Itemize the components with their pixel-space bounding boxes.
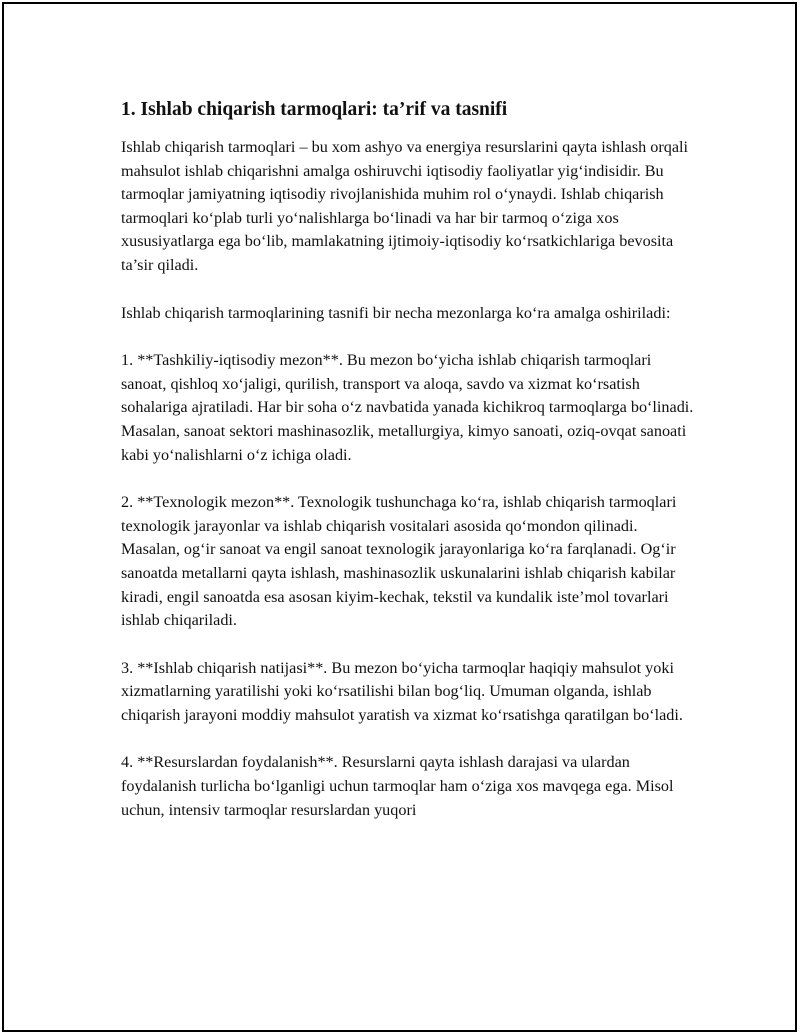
- paragraph-criterion-production-result: 3. **Ishlab chiqarish natijasi**. Bu mezon bo‘yicha tarmoqlar haqiqiy mahsulot yoki xizmatlarning yaratilishi yoki ko‘rsatilishi bilan bog‘liq. Umuman olganda, ishlab chiqarish jarayoni moddiy mahsulot yaratish va xizmat ko‘rsatishga qaratilgan bo‘ladi.: [121, 658, 683, 724]
- paragraph-criterion-organizational: 1. **Tashkiliy-iqtisodiy mezon**. Bu mezon bo‘yicha ishlab chiqarish tarmoqlari sanoat, qishloq xo‘jaligi, qurilish, transport va aloqa, savdo va xizmat ko‘rsatish sohalariga ajratiladi. Har bir soha o‘z navbatida yanada kichikroq tarmoqlarga bo‘linadi. Masalan, sanoat sektori mashinasozlik, metallurgiya, kimyo sanoati, oziq-ovqat sanoati kabi yo‘nalishlarni o‘z ichiga oladi.: [121, 351, 694, 464]
- paragraph-definition: Ishlab chiqarish tarmoqlari – bu xom ashyo va energiya resurslarini qayta ishlash orqali mahsulot ishlab chiqarishni amalga oshiruvchi iqtisodiy faoliyatlar yig‘indisidir. Bu tarmoqlar jamiyatning iqtisodiy rivojlanishida muhim rol o‘ynaydi. Ishlab chiqarish tarmoqlari ko‘plab turli yo‘nalishlarga bo‘linadi va har bir tarmoq o‘ziga xos xususiyatlarga ega bo‘lib, mamlakatning ijtimoiy-iqtisodiy ko‘rsatkichlariga bevosita ta’sir qiladi.: [121, 138, 689, 274]
- page-frame: [2, 2, 797, 1032]
- document-body: [119, 97, 699, 846]
- paragraph-criterion-resources: 4. **Resurslardan foydalanish**. Resurslarni qayta ishlash darajasi va ulardan foydalanish turlicha bo‘lganligi uchun tarmoqlar ham o‘ziga xos mavqega ega. Misol uchun, intensiv tarmoqlar resurslardan yuqori: [121, 753, 674, 819]
- paragraph-classification-intro: Ishlab chiqarish tarmoqlarining tasnifi bir necha mezonlarga ko‘ra amalga oshiriladi:: [121, 303, 671, 322]
- section-title: 1. Ishlab chiqarish tarmoqlari: ta’rif va tasnifi: [121, 99, 508, 120]
- paragraph-criterion-technological: 2. **Texnologik mezon**. Texnologik tushunchaga ko‘ra, ishlab chiqarish tarmoqlari texnologik jarayonlar va ishlab chiqarish vositalari asosida qo‘mondon qilinadi. Masalan, og‘ir sanoat va engil sanoat texnologik jarayonlariga ko‘ra farqlanadi. Og‘ir sanoatda metallarni qayta ishlash, mashinasozlik uskunalarini ishlab chiqarish kabilar kiradi, engil sanoatda esa asosan kiyim-kechak, tekstil va kundalik iste’mol tovarlari ishlab chiqariladi.: [121, 493, 677, 630]
